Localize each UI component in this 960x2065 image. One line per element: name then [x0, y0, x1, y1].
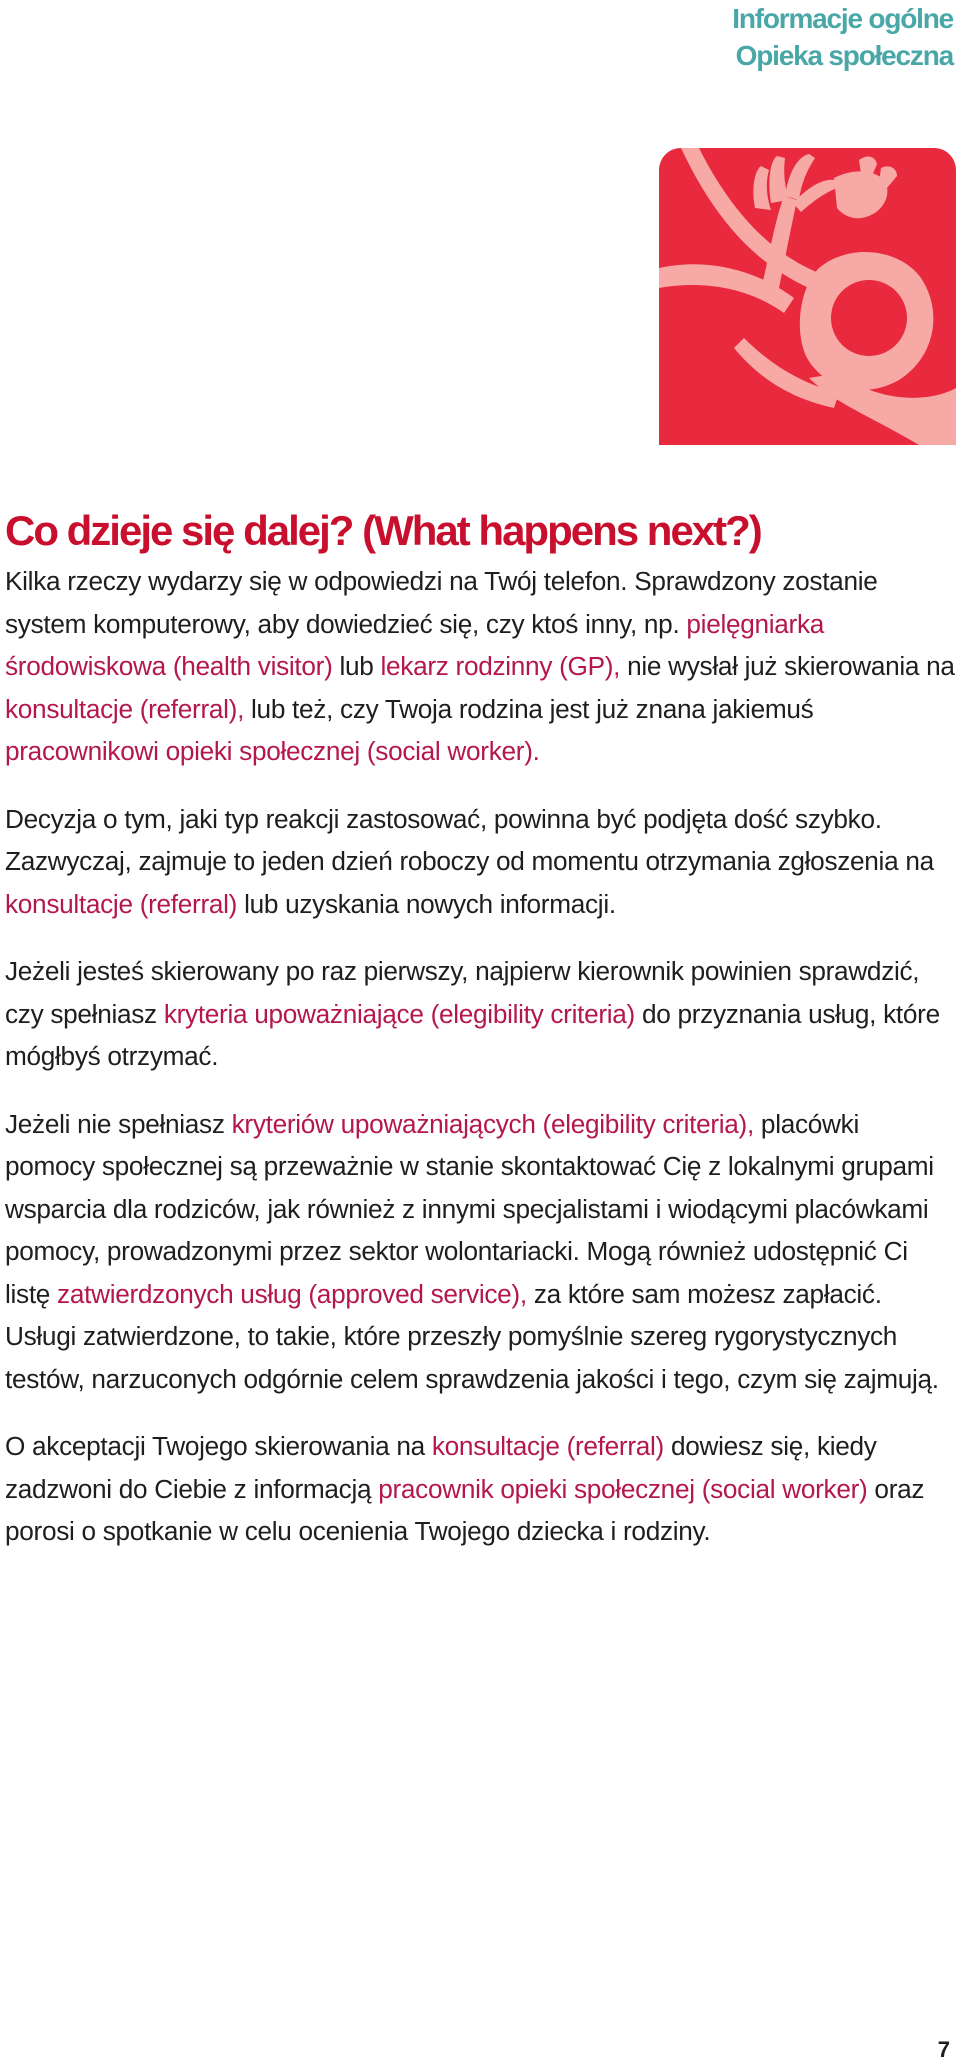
header-subcategory: Opieka społeczna [735, 40, 953, 71]
glossary-term: pielęgniarka środowiskowa (health visitor) [5, 608, 825, 681]
glossary-term: zatwierdzonych usług (approved service), [57, 1278, 527, 1309]
body-text [5, 560, 955, 1578]
text-run: Kilka rzeczy wydarzy się w odpowiedzi na Twój telefon. Sprawdzony zostanie system komputerowy, aby dowiedzieć się, czy ktoś inny, np. [5, 566, 878, 639]
text-run: Decyzja o tym, jaki typ reakcji zastosować, powinna być podjęta dość szybko. Zazwyczaj, zajmuje to jeden dzień roboczy od momentu otrzymania zgłoszenia na [5, 803, 934, 876]
glossary-term: konsultacje (referral), [5, 693, 245, 724]
paragraph [5, 950, 955, 1078]
page-number: 7 [937, 2037, 950, 2062]
glossary-term: pracownikowi opieki społecznej (social worker). [5, 736, 540, 766]
text-run: dowiesz się, kiedy zadzwoni do Ciebie z informacją [5, 1431, 877, 1504]
glossary-term: lekarz rodzinny (GP), [380, 651, 621, 681]
section-title: Co dzieje się dalej? (What happens next?) [5, 507, 761, 554]
glossary-term: kryteria upoważniające (elegibility criteria) [163, 998, 635, 1029]
text-run: do przyznania usług, które mógłbyś otrzymać. [5, 998, 940, 1071]
glossary-term: konsultacje (referral) [5, 888, 238, 919]
header-category: Informacje ogólne [732, 3, 953, 34]
text-run: oraz porosi o spotkanie w celu ocenienia Twojego dziecka i rodziny. [5, 1473, 925, 1546]
paragraph [5, 1103, 955, 1401]
page-header [732, 0, 953, 74]
text-run: lub też, czy Twoja rodzina jest już znana jakiemuś [244, 693, 814, 724]
text-run: nie wysłał już skierowania na [620, 651, 955, 681]
glossary-term: konsultacje (referral) [431, 1431, 664, 1461]
text-run: placówki pomocy społecznej są przeważnie w stanie skontaktować Cię z lokalnymi grupami wsparcia dla rodziców, jak również z innymi specjalistami i wiodącymi placówkami pomocy, prowadzonymi przez sektor wolontariacki. Mogą również udostępnić Ci listę [5, 1108, 934, 1309]
text-run: O akceptacji Twojego skierowania na [5, 1431, 432, 1461]
glossary-term: pracownik opieki społecznej (social worker) [378, 1473, 868, 1504]
baby-logo-icon [659, 148, 956, 445]
text-run: Jeżeli nie spełniasz [5, 1108, 232, 1139]
paragraph [5, 560, 955, 773]
text-run: Jeżeli jesteś skierowany po raz pierwszy, najpierw kierownik powinien sprawdzić, czy spełniasz [5, 956, 920, 1029]
text-run: lub [332, 651, 381, 681]
text-run: za które sam możesz zapłacić. Usługi zatwierdzone, to takie, które przeszły pomyślnie szereg rygorystycznych testów, narzuconych odgórnie celem sprawdzenia jakości i tego, czym się zajmują. [5, 1278, 939, 1394]
paragraph [5, 798, 955, 926]
paragraph [5, 1425, 955, 1553]
glossary-term: kryteriów upoważniających (elegibility criteria), [231, 1108, 754, 1139]
text-run: lub uzyskania nowych informacji. [237, 888, 616, 919]
